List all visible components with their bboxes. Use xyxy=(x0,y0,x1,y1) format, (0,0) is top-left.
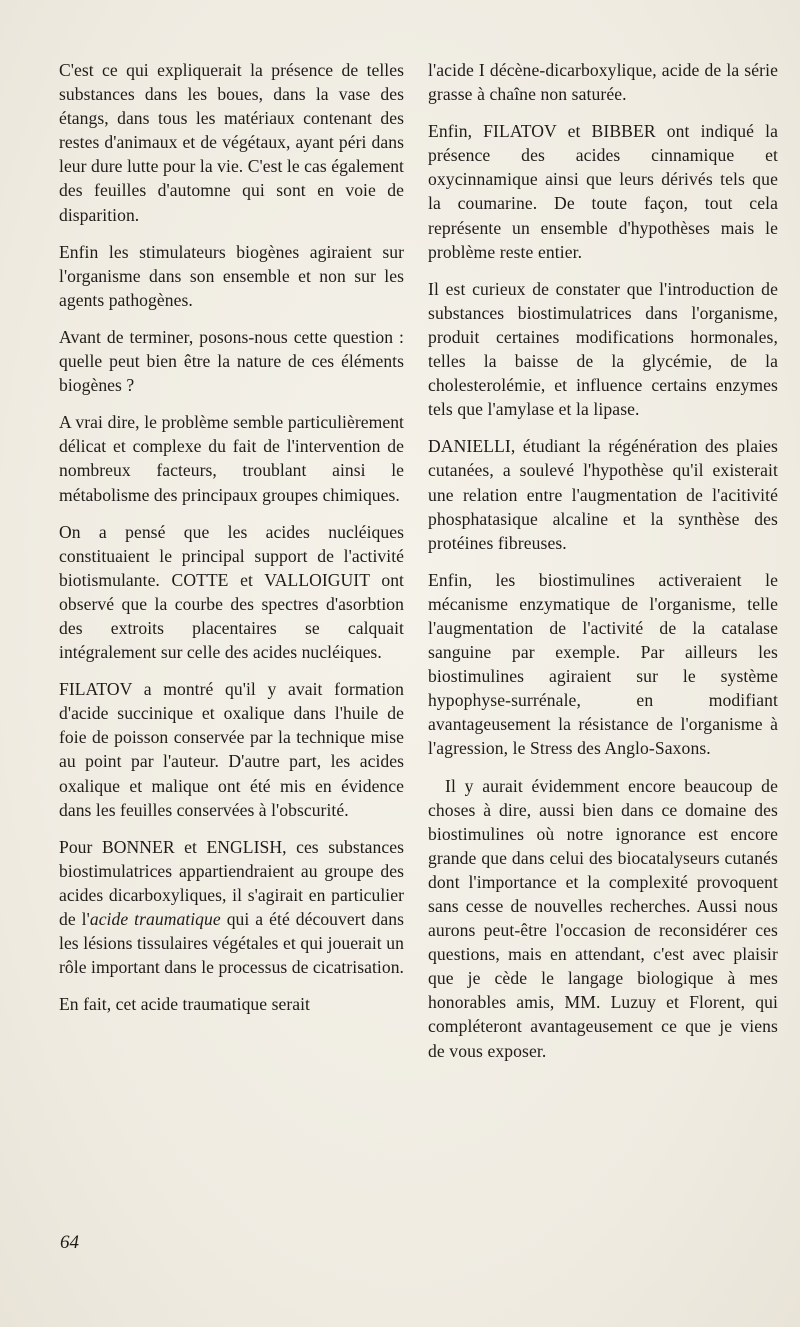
paragraph: l'acide I décène-dicarboxylique, acide de la série grasse à chaîne non saturée. xyxy=(428,60,778,105)
paragraph: DANIELLI, étudiant la régénération des plaies cutanées, a soulevé l'hypothèse qu'il existerait une relation entre l'augmentation de l'acitivité phosphatasique alcaline et la synthèse des protéines fibreuses. xyxy=(428,436,778,553)
right-column xyxy=(428,58,778,1076)
paragraph: Avant de terminer, posons-nous cette question : quelle peut bien être la nature de ces éléments biogènes ? xyxy=(59,326,404,396)
paragraph: FILATOV a montré qu'il y avait formation d'acide succinique et oxalique dans l'huile de foie de poisson conservée par la technique mise au point par l'auteur. D'autre part, les acides oxalique et malique ont été mis en évidence dans les feuilles conservées à l'obscurité. xyxy=(59,679,404,820)
text-run: Pour BONNER et ENGLISH, ces substances biostimulatrices appartiendraient au groupe des acides dicarboxyliques, il s'agirait en particulier de l' xyxy=(59,836,404,929)
paragraph: On a pensé que les acides nucléiques constituaient le principal support de l'activité biotismulante. COTTE et VALLOIGUIT ont observé que la courbe des spectres d'asorbtion des extroits placentaires se calquait intégralement sur celle des acides nucléiques. xyxy=(59,521,404,663)
page-number: 64 xyxy=(60,1232,79,1253)
paragraph: Enfin, FILATOV et BIBBER ont indiqué la présence des acides cinnamique et oxycinnamique ainsi que leurs dérivés tels que la coumarine. De toute façon, tout cela représente un ensemble d'hypothèses mais le problème reste entier. xyxy=(428,121,778,262)
paragraph: C'est ce qui expliquerait la présence de telles substances dans les boues, dans la vase des étangs, dans tous les matériaux contenant des restes d'animaux et de végétaux, ayant péri dans leur dure lutte pour la vie. C'est le cas également des feuilles d'automne qui sont en voie de disparition. xyxy=(59,60,404,225)
left-column xyxy=(59,58,404,1029)
paragraph: Enfin les stimulateurs biogènes agiraient sur l'organisme dans son ensemble et non sur les agents pathogènes. xyxy=(59,241,404,310)
paragraph: Il est curieux de constater que l'introduction de substances biostimulatrices dans l'organisme, produit certaines modifications hormonales, telles la baisse de la glycémie, de la cholesterolémie, et influence certains enzymes tels que l'amylase et la lipase. xyxy=(428,278,778,420)
paragraph xyxy=(59,835,404,980)
text-run: qui a été découvert dans les lésions tissulaires végétales et qui jouerait un rôle important dans le processus de cicatrisation. xyxy=(59,909,405,978)
italic-term: acide traumatique xyxy=(89,909,221,929)
paragraph: En fait, cet acide traumatique serait xyxy=(59,994,310,1015)
paragraph: Enfin, les biostimulines activeraient le mécanisme enzymatique de l'organisme, telle l'augmentation de l'activité de la catalase sanguine par exemple. Par ailleurs les biostimulines agiraient sur le système hypophyse-surrénale, en modifiant avantageusement la résistance de l'organisme à l'agression, le Stress des Anglo-Saxons. xyxy=(428,569,778,759)
paragraph: Il y aurait évidemment encore beaucoup de choses à dire, aussi bien dans ce domaine des biostimulines où notre ignorance est encore grande que dans celui des biocatalyseurs cutanés dont l'importance et la complexité provoquent sans cesse de nouvelles recherches. Aussi nous aurons peut-être l'occasion de reconsidérer ces questions, mais en attendant, c'est avec plaisir que je cède le langage biologique à mes honorables amis, MM. Luzuy et Florent, qui compléteront avantageusement ce que je viens de vous exposer. xyxy=(428,775,778,1061)
paragraph: A vrai dire, le problème semble particulièrement délicat et complexe du fait de l'intervention de nombreux facteurs, troublant ainsi le métabolisme des principaux groupes chimiques. xyxy=(59,412,404,505)
